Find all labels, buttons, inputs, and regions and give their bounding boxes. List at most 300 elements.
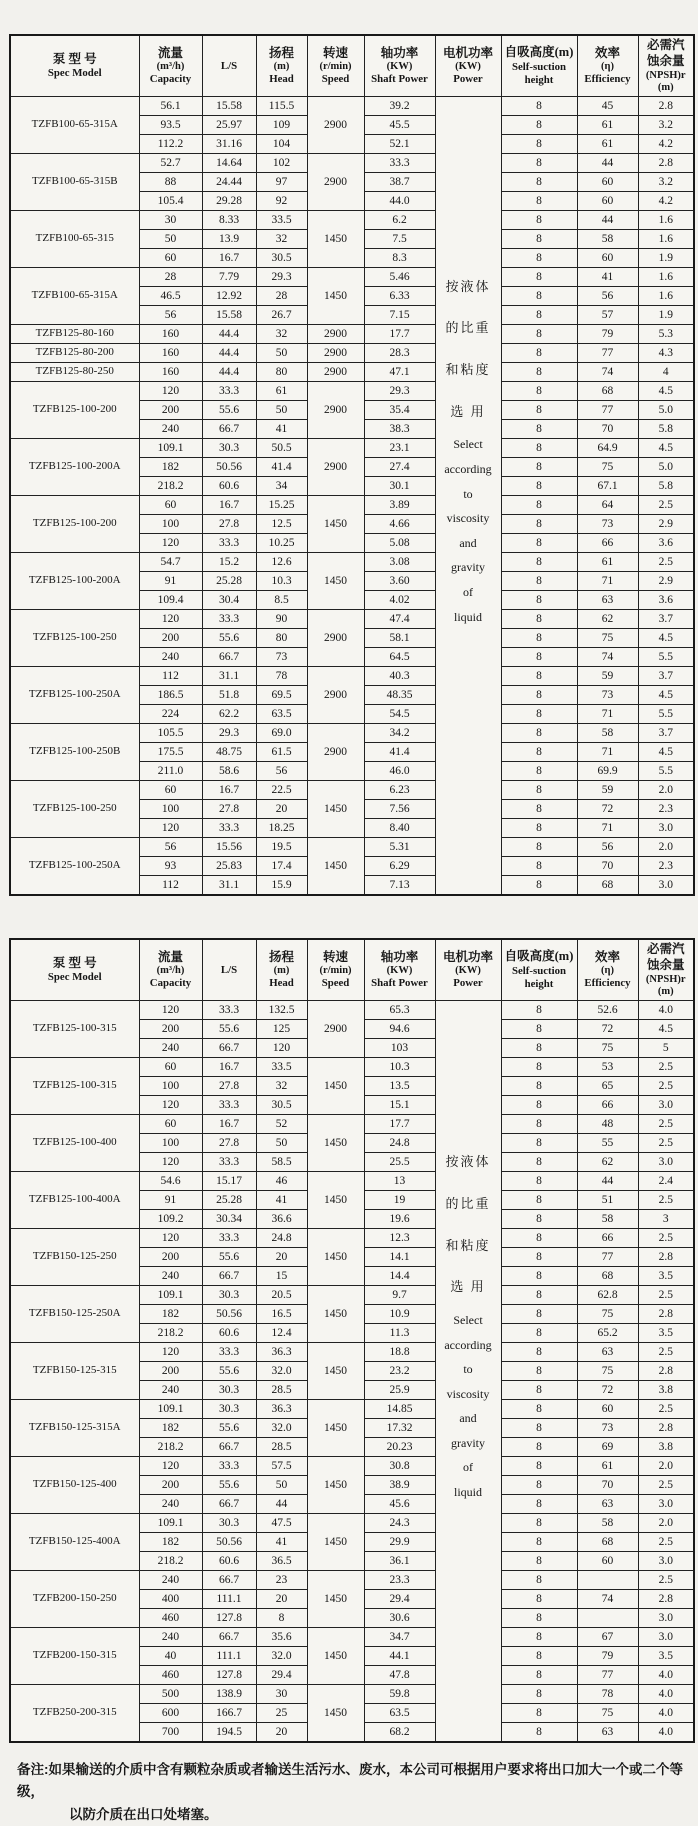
table-2-body xyxy=(10,1001,694,1743)
column-header-line: 蚀余量 xyxy=(646,957,685,972)
column-header-head xyxy=(256,35,307,97)
efficiency-cell: 71 xyxy=(577,819,638,838)
suction-height-cell: 8 xyxy=(501,1495,577,1514)
capacity-cell: 182 xyxy=(139,1419,202,1438)
efficiency-cell: 61 xyxy=(577,553,638,572)
head-cell: 28 xyxy=(256,287,307,306)
ls-cell: 55.6 xyxy=(202,1248,256,1267)
suction-height-cell: 8 xyxy=(501,743,577,762)
head-cell: 20.5 xyxy=(256,1286,307,1305)
shaft-power-cell: 8.40 xyxy=(364,819,435,838)
head-cell: 32.0 xyxy=(256,1362,307,1381)
npsh-cell: 4.0 xyxy=(638,1723,694,1743)
ls-cell: 58.6 xyxy=(202,762,256,781)
efficiency-cell: 71 xyxy=(577,743,638,762)
shaft-power-cell: 7.5 xyxy=(364,230,435,249)
speed-cell: 1450 xyxy=(307,211,364,268)
suction-height-cell: 8 xyxy=(501,1058,577,1077)
npsh-cell: 4.5 xyxy=(638,1020,694,1039)
efficiency-cell: 61 xyxy=(577,1457,638,1476)
speed-cell: 1450 xyxy=(307,1286,364,1343)
model-cell: TZFB150-125-400 xyxy=(10,1457,139,1514)
npsh-cell: 2.5 xyxy=(638,1077,694,1096)
head-cell: 24.8 xyxy=(256,1229,307,1248)
efficiency-cell: 79 xyxy=(577,1647,638,1666)
efficiency-cell: 52.6 xyxy=(577,1001,638,1020)
shaft-power-cell: 33.3 xyxy=(364,154,435,173)
ls-cell: 7.79 xyxy=(202,268,256,287)
shaft-power-cell: 58.1 xyxy=(364,629,435,648)
efficiency-cell: 73 xyxy=(577,1419,638,1438)
ls-cell: 138.9 xyxy=(202,1685,256,1704)
npsh-cell: 3.2 xyxy=(638,116,694,135)
ls-cell: 50.56 xyxy=(202,458,256,477)
npsh-cell: 5.3 xyxy=(638,325,694,344)
efficiency-cell: 60 xyxy=(577,249,638,268)
ls-cell: 33.3 xyxy=(202,534,256,553)
suction-height-cell: 8 xyxy=(501,325,577,344)
suction-height-cell: 8 xyxy=(501,515,577,534)
efficiency-cell: 74 xyxy=(577,1590,638,1609)
motor-power-note-line: to xyxy=(463,486,473,501)
npsh-cell: 2.5 xyxy=(638,1343,694,1362)
shaft-power-cell: 28.3 xyxy=(364,344,435,363)
npsh-cell: 2.9 xyxy=(638,572,694,591)
suction-height-cell: 8 xyxy=(501,1362,577,1381)
efficiency-cell: 69 xyxy=(577,1438,638,1457)
ls-cell: 16.7 xyxy=(202,781,256,800)
suction-height-cell: 8 xyxy=(501,1514,577,1533)
head-cell: 102 xyxy=(256,154,307,173)
table-row xyxy=(10,1115,694,1134)
motor-power-note-line: and xyxy=(459,535,477,550)
shaft-power-cell: 18.8 xyxy=(364,1343,435,1362)
column-header-line: 转速 xyxy=(322,949,348,964)
column-header-line: (KW) xyxy=(455,61,481,73)
suction-height-cell: 8 xyxy=(501,1229,577,1248)
shaft-power-cell: 30.8 xyxy=(364,1457,435,1476)
column-header-line: (m) xyxy=(273,965,290,977)
shaft-power-cell: 25.5 xyxy=(364,1153,435,1172)
model-cell: TZFB100-65-315A xyxy=(10,97,139,154)
capacity-cell: 600 xyxy=(139,1704,202,1723)
head-cell: 92 xyxy=(256,192,307,211)
ls-cell: 33.3 xyxy=(202,1001,256,1020)
column-header-line: Spec Model xyxy=(47,67,102,80)
suction-height-cell: 8 xyxy=(501,610,577,629)
shaft-power-cell: 13 xyxy=(364,1172,435,1191)
column-header-motor-power xyxy=(435,35,501,97)
shaft-power-cell: 63.5 xyxy=(364,1704,435,1723)
capacity-cell: 91 xyxy=(139,572,202,591)
head-cell: 120 xyxy=(256,1039,307,1058)
column-header-line: L/S xyxy=(220,59,238,72)
npsh-cell: 3.5 xyxy=(638,1647,694,1666)
head-cell: 30.5 xyxy=(256,1096,307,1115)
table-row xyxy=(10,97,694,116)
capacity-cell: 240 xyxy=(139,1495,202,1514)
shaft-power-cell: 8.3 xyxy=(364,249,435,268)
column-header-line: (r/min) xyxy=(319,965,352,977)
shaft-power-cell: 11.3 xyxy=(364,1324,435,1343)
column-header-line: Capacity xyxy=(149,73,192,86)
efficiency-cell: 56 xyxy=(577,287,638,306)
table-gap xyxy=(9,896,691,938)
capacity-cell: 60 xyxy=(139,249,202,268)
column-header-line: 扬程 xyxy=(268,45,294,60)
speed-cell: 2900 xyxy=(307,439,364,496)
capacity-cell: 60 xyxy=(139,496,202,515)
shaft-power-cell: 17.7 xyxy=(364,325,435,344)
npsh-cell: 4.0 xyxy=(638,1666,694,1685)
capacity-cell: 200 xyxy=(139,1476,202,1495)
suction-height-cell: 8 xyxy=(501,249,577,268)
speed-cell: 1450 xyxy=(307,1685,364,1743)
column-header-line: 流量 xyxy=(157,949,183,964)
capacity-cell: 112.2 xyxy=(139,135,202,154)
efficiency-cell: 60 xyxy=(577,192,638,211)
table-row xyxy=(10,838,694,857)
head-cell: 20 xyxy=(256,1590,307,1609)
suction-height-cell: 8 xyxy=(501,876,577,896)
table-row xyxy=(10,1172,694,1191)
speed-cell: 1450 xyxy=(307,1457,364,1514)
suction-height-cell: 8 xyxy=(501,838,577,857)
efficiency-cell: 58 xyxy=(577,230,638,249)
suction-height-cell: 8 xyxy=(501,1172,577,1191)
ls-cell: 50.56 xyxy=(202,1533,256,1552)
speed-cell: 2900 xyxy=(307,610,364,667)
column-header-line: Head xyxy=(269,977,294,990)
efficiency-cell: 70 xyxy=(577,1476,638,1495)
capacity-cell: 28 xyxy=(139,268,202,287)
ls-cell: 31.1 xyxy=(202,876,256,896)
suction-height-cell: 8 xyxy=(501,458,577,477)
head-cell: 19.5 xyxy=(256,838,307,857)
head-cell: 41 xyxy=(256,420,307,439)
motor-power-note-cell xyxy=(435,97,501,896)
head-cell: 41 xyxy=(256,1191,307,1210)
shaft-power-cell: 30.1 xyxy=(364,477,435,496)
ls-cell: 30.3 xyxy=(202,1514,256,1533)
capacity-cell: 100 xyxy=(139,800,202,819)
table-row xyxy=(10,1229,694,1248)
ls-cell: 16.7 xyxy=(202,496,256,515)
npsh-cell: 5.0 xyxy=(638,458,694,477)
speed-cell: 1450 xyxy=(307,1571,364,1628)
capacity-cell: 460 xyxy=(139,1609,202,1628)
shaft-power-cell: 36.1 xyxy=(364,1552,435,1571)
ls-cell: 66.7 xyxy=(202,1039,256,1058)
ls-cell: 44.4 xyxy=(202,344,256,363)
speed-cell: 1450 xyxy=(307,1229,364,1286)
shaft-power-cell: 44.1 xyxy=(364,1647,435,1666)
npsh-cell: 4.0 xyxy=(638,1685,694,1704)
capacity-cell: 100 xyxy=(139,515,202,534)
capacity-cell: 56 xyxy=(139,306,202,325)
ls-cell: 27.8 xyxy=(202,515,256,534)
efficiency-cell: 44 xyxy=(577,1172,638,1191)
shaft-power-cell: 38.3 xyxy=(364,420,435,439)
model-cell: TZFB100-65-315 xyxy=(10,211,139,268)
efficiency-cell: 58 xyxy=(577,1210,638,1229)
table-row xyxy=(10,1286,694,1305)
shaft-power-cell: 4.02 xyxy=(364,591,435,610)
ls-cell: 44.4 xyxy=(202,325,256,344)
npsh-cell: 4.0 xyxy=(638,1001,694,1020)
speed-cell: 1450 xyxy=(307,1628,364,1685)
npsh-cell: 4.5 xyxy=(638,686,694,705)
efficiency-cell: 59 xyxy=(577,781,638,800)
efficiency-cell: 64 xyxy=(577,496,638,515)
table-row xyxy=(10,1457,694,1476)
table-row xyxy=(10,325,694,344)
capacity-cell: 56.1 xyxy=(139,97,202,116)
ls-cell: 127.8 xyxy=(202,1609,256,1628)
npsh-cell: 3.0 xyxy=(638,1153,694,1172)
column-header-line: Shaft Power xyxy=(371,73,428,86)
model-cell: TZFB100-65-315B xyxy=(10,154,139,211)
capacity-cell: 218.2 xyxy=(139,1438,202,1457)
column-header-line: (KW) xyxy=(455,965,481,977)
shaft-power-cell: 23.1 xyxy=(364,439,435,458)
efficiency-cell: 61 xyxy=(577,116,638,135)
suction-height-cell: 8 xyxy=(501,1343,577,1362)
column-header-line: Efficiency xyxy=(584,73,631,86)
head-cell: 20 xyxy=(256,1723,307,1743)
motor-power-note-line: Select xyxy=(453,437,483,452)
npsh-cell: 1.6 xyxy=(638,287,694,306)
column-header-line: 泵 型 号 xyxy=(52,51,97,66)
table-row xyxy=(10,1571,694,1590)
shaft-power-cell: 23.2 xyxy=(364,1362,435,1381)
npsh-cell: 1.6 xyxy=(638,211,694,230)
head-cell: 46 xyxy=(256,1172,307,1191)
column-header-line: Shaft Power xyxy=(371,977,428,990)
ls-cell: 30.3 xyxy=(202,1286,256,1305)
npsh-cell: 2.5 xyxy=(638,1115,694,1134)
table-row xyxy=(10,344,694,363)
npsh-cell: 2.5 xyxy=(638,1571,694,1590)
suction-height-cell: 8 xyxy=(501,1305,577,1324)
suction-height-cell: 8 xyxy=(501,1001,577,1020)
capacity-cell: 120 xyxy=(139,1096,202,1115)
capacity-cell: 54.6 xyxy=(139,1172,202,1191)
shaft-power-cell: 47.1 xyxy=(364,363,435,382)
column-header-ls xyxy=(202,35,256,97)
ls-cell: 111.1 xyxy=(202,1590,256,1609)
efficiency-cell: 61 xyxy=(577,135,638,154)
head-cell: 61.5 xyxy=(256,743,307,762)
efficiency-cell: 74 xyxy=(577,648,638,667)
npsh-cell: 3.2 xyxy=(638,173,694,192)
model-cell: TZFB125-100-200A xyxy=(10,439,139,496)
head-cell: 29.4 xyxy=(256,1666,307,1685)
npsh-cell: 3.7 xyxy=(638,724,694,743)
table-row xyxy=(10,724,694,743)
npsh-cell: 2.8 xyxy=(638,1419,694,1438)
suction-height-cell: 8 xyxy=(501,762,577,781)
shaft-power-cell: 29.3 xyxy=(364,382,435,401)
capacity-cell: 100 xyxy=(139,1134,202,1153)
suction-height-cell: 8 xyxy=(501,1590,577,1609)
capacity-cell: 700 xyxy=(139,1723,202,1743)
efficiency-cell: 63 xyxy=(577,1343,638,1362)
npsh-cell: 3.7 xyxy=(638,610,694,629)
suction-height-cell: 8 xyxy=(501,1191,577,1210)
column-header-line: Head xyxy=(269,73,294,86)
efficiency-cell: 68 xyxy=(577,1267,638,1286)
shaft-power-cell: 47.8 xyxy=(364,1666,435,1685)
head-cell: 33.5 xyxy=(256,211,307,230)
footnote-line-2: 以防介质在出口处堵塞。 xyxy=(69,1806,218,1822)
capacity-cell: 46.5 xyxy=(139,287,202,306)
pump-spec-table-2 xyxy=(9,938,695,1743)
suction-height-cell: 8 xyxy=(501,629,577,648)
speed-cell: 2900 xyxy=(307,382,364,439)
column-header-line: 流量 xyxy=(157,45,183,60)
shaft-power-cell: 6.23 xyxy=(364,781,435,800)
ls-cell: 55.6 xyxy=(202,629,256,648)
head-cell: 25 xyxy=(256,1704,307,1723)
column-header-speed xyxy=(307,939,364,1001)
capacity-cell: 56 xyxy=(139,838,202,857)
motor-power-note xyxy=(437,1141,500,1504)
head-cell: 47.5 xyxy=(256,1514,307,1533)
suction-height-cell: 8 xyxy=(501,1400,577,1419)
shaft-power-cell: 14.85 xyxy=(364,1400,435,1419)
suction-height-cell: 8 xyxy=(501,154,577,173)
shaft-power-cell: 10.3 xyxy=(364,1058,435,1077)
suction-height-cell: 8 xyxy=(501,1571,577,1590)
motor-power-note-line: according xyxy=(444,1337,492,1352)
column-header-line: (η) xyxy=(601,965,614,977)
shaft-power-cell: 23.3 xyxy=(364,1571,435,1590)
efficiency-cell: 63 xyxy=(577,591,638,610)
head-cell: 30.5 xyxy=(256,249,307,268)
capacity-cell: 120 xyxy=(139,1343,202,1362)
shaft-power-cell: 17.7 xyxy=(364,1115,435,1134)
head-cell: 15 xyxy=(256,1267,307,1286)
shaft-power-cell: 6.2 xyxy=(364,211,435,230)
suction-height-cell: 8 xyxy=(501,1248,577,1267)
column-header-line: (m) xyxy=(657,985,674,997)
model-cell: TZFB125-100-250A xyxy=(10,838,139,896)
shaft-power-cell: 34.7 xyxy=(364,1628,435,1647)
head-cell: 8 xyxy=(256,1609,307,1628)
column-header-line: Self-suction xyxy=(512,964,566,977)
table-row xyxy=(10,1001,694,1020)
shaft-power-cell: 46.0 xyxy=(364,762,435,781)
efficiency-cell: 68 xyxy=(577,876,638,896)
shaft-power-cell: 38.7 xyxy=(364,173,435,192)
table-row xyxy=(10,1628,694,1647)
shaft-power-cell: 13.5 xyxy=(364,1077,435,1096)
npsh-cell: 2.5 xyxy=(638,553,694,572)
npsh-cell: 2.5 xyxy=(638,1286,694,1305)
ls-cell: 194.5 xyxy=(202,1723,256,1743)
column-header-line: (m) xyxy=(657,81,674,93)
speed-cell: 1450 xyxy=(307,1400,364,1457)
npsh-cell: 4.5 xyxy=(638,743,694,762)
head-cell: 58.5 xyxy=(256,1153,307,1172)
table-row xyxy=(10,781,694,800)
npsh-cell: 2.4 xyxy=(638,1172,694,1191)
efficiency-cell: 73 xyxy=(577,686,638,705)
head-cell: 109 xyxy=(256,116,307,135)
shaft-power-cell: 9.7 xyxy=(364,1286,435,1305)
head-cell: 12.6 xyxy=(256,553,307,572)
table-row xyxy=(10,439,694,458)
head-cell: 52 xyxy=(256,1115,307,1134)
table-row xyxy=(10,382,694,401)
efficiency-cell: 70 xyxy=(577,420,638,439)
head-cell: 41.4 xyxy=(256,458,307,477)
head-cell: 8.5 xyxy=(256,591,307,610)
efficiency-cell: 57 xyxy=(577,306,638,325)
column-header-line: L/S xyxy=(220,963,238,976)
pump-spec-table-1 xyxy=(9,34,695,896)
npsh-cell: 3.5 xyxy=(638,1324,694,1343)
column-header-line: 效率 xyxy=(594,45,620,60)
column-header-line: 必需汽 xyxy=(646,38,685,53)
column-header-line: 轴功率 xyxy=(380,949,419,964)
ls-cell: 29.3 xyxy=(202,724,256,743)
capacity-cell: 160 xyxy=(139,325,202,344)
column-header-line: 轴功率 xyxy=(380,45,419,60)
npsh-cell: 1.9 xyxy=(638,306,694,325)
efficiency-cell: 60 xyxy=(577,173,638,192)
ls-cell: 16.7 xyxy=(202,1058,256,1077)
ls-cell: 30.3 xyxy=(202,1381,256,1400)
column-header-line: 转速 xyxy=(322,45,348,60)
column-header-shaft-power xyxy=(364,35,435,97)
suction-height-cell: 8 xyxy=(501,230,577,249)
efficiency-cell: 59 xyxy=(577,667,638,686)
efficiency-cell: 77 xyxy=(577,1248,638,1267)
table-row xyxy=(10,1058,694,1077)
efficiency-cell: 68 xyxy=(577,382,638,401)
table-row xyxy=(10,667,694,686)
suction-height-cell: 8 xyxy=(501,1286,577,1305)
ls-cell: 111.1 xyxy=(202,1647,256,1666)
ls-cell: 66.7 xyxy=(202,420,256,439)
column-header-model xyxy=(10,35,139,97)
table-row xyxy=(10,553,694,572)
capacity-cell: 182 xyxy=(139,1305,202,1324)
npsh-cell: 3.8 xyxy=(638,1438,694,1457)
capacity-cell: 218.2 xyxy=(139,1324,202,1343)
shaft-power-cell: 27.4 xyxy=(364,458,435,477)
capacity-cell: 200 xyxy=(139,401,202,420)
capacity-cell: 182 xyxy=(139,458,202,477)
efficiency-cell: 62 xyxy=(577,610,638,629)
suction-height-cell: 8 xyxy=(501,724,577,743)
speed-cell: 1450 xyxy=(307,1343,364,1400)
shaft-power-cell: 38.9 xyxy=(364,1476,435,1495)
capacity-cell: 240 xyxy=(139,1381,202,1400)
capacity-cell: 60 xyxy=(139,1115,202,1134)
efficiency-cell: 62.8 xyxy=(577,1286,638,1305)
capacity-cell: 112 xyxy=(139,667,202,686)
column-header-line: height xyxy=(524,977,554,990)
ls-cell: 33.3 xyxy=(202,819,256,838)
npsh-cell: 4 xyxy=(638,363,694,382)
shaft-power-cell: 3.08 xyxy=(364,553,435,572)
npsh-cell: 2.8 xyxy=(638,154,694,173)
capacity-cell: 500 xyxy=(139,1685,202,1704)
model-cell: TZFB125-100-315 xyxy=(10,1001,139,1058)
